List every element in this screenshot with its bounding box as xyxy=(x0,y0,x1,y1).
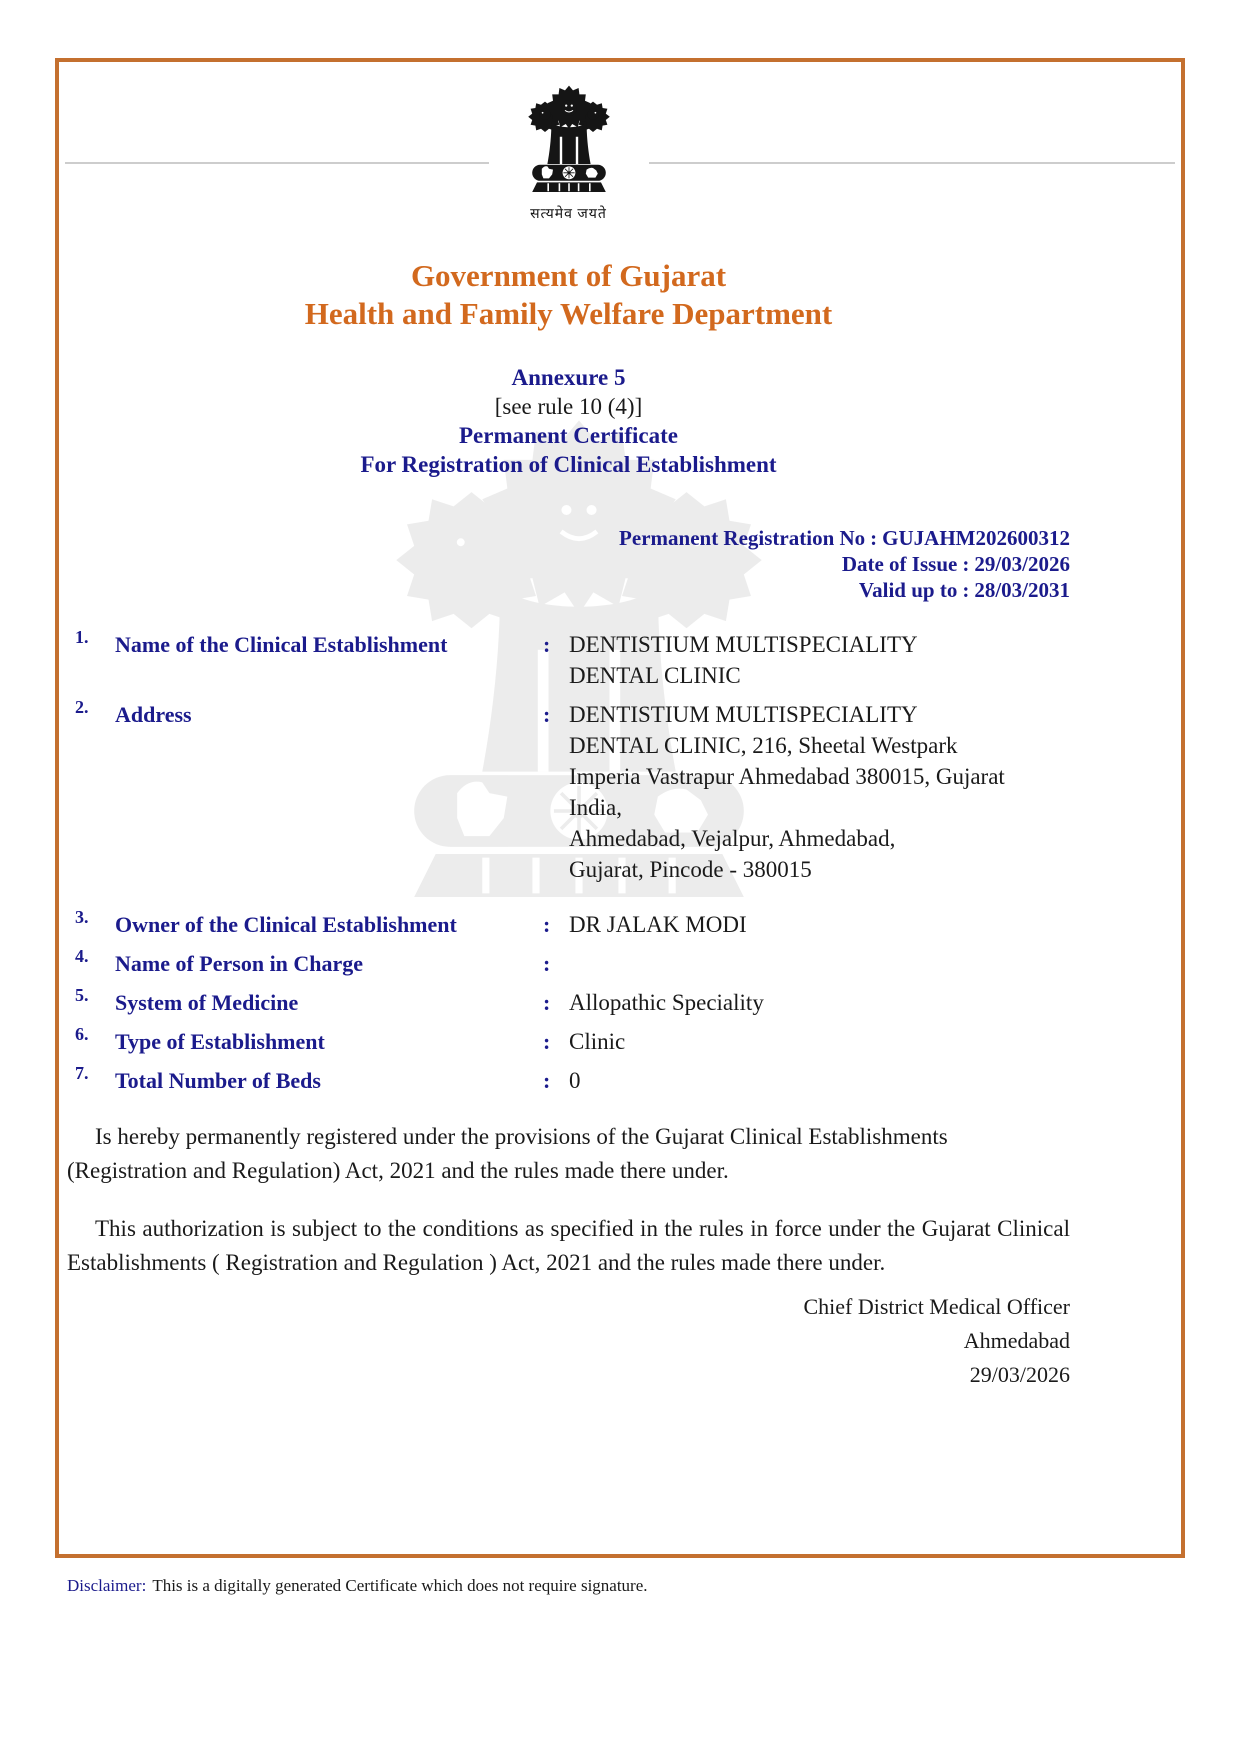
disclaimer xyxy=(67,1576,648,1596)
field-label: System of Medicine xyxy=(115,990,299,1015)
valid-until-label: Valid up to xyxy=(858,578,958,602)
field-list xyxy=(67,629,1070,1096)
field-row-address xyxy=(75,699,1070,885)
rule-reference: [see rule 10 (4)] xyxy=(494,394,643,419)
field-row-owner xyxy=(75,909,1070,940)
government-title: Government of Gujarat xyxy=(410,258,727,293)
field-row-system-of-medicine xyxy=(75,987,1070,1018)
field-number: 7. xyxy=(75,1063,89,1083)
annexure-block xyxy=(67,363,1070,479)
field-label: Owner of the Clinical Establishment xyxy=(115,912,457,937)
field-row-establishment-name xyxy=(75,629,1070,691)
field-value xyxy=(569,699,1070,885)
registration-number-label: Permanent Registration No xyxy=(619,526,866,550)
signature-block xyxy=(67,1290,1070,1392)
field-value-line: Gujarat, Pincode - 380015 xyxy=(569,857,812,882)
field-row-establishment-type xyxy=(75,1026,1070,1057)
issue-date-value: 29/03/2026 xyxy=(974,552,1070,576)
certificate-content xyxy=(67,84,1070,1392)
certificate-subtitle: For Registration of Clinical Establishment xyxy=(360,452,777,477)
field-number: 6. xyxy=(75,1024,89,1044)
colon-separator: : xyxy=(962,578,970,602)
field-colon: : xyxy=(543,1029,551,1054)
field-value-line: Clinic xyxy=(569,1029,626,1054)
field-number: 1. xyxy=(75,627,89,647)
field-value-line: India, xyxy=(569,795,623,820)
field-colon: : xyxy=(543,951,551,976)
field-value-line: DENTISTIUM MULTISPECIALITY xyxy=(569,632,918,657)
field-label: Name of Person in Charge xyxy=(115,951,364,976)
field-value xyxy=(569,1065,1070,1096)
emblem-of-india-icon xyxy=(521,84,617,204)
field-number: 3. xyxy=(75,907,89,927)
valid-until-line xyxy=(67,577,1070,603)
colon-separator: : xyxy=(870,526,878,550)
field-value-line: DENTISTIUM MULTISPECIALITY xyxy=(569,702,918,727)
field-value-line: DENTAL CLINIC, 216, Sheetal Westpark xyxy=(569,733,958,758)
field-number: 2. xyxy=(75,697,89,717)
field-colon: : xyxy=(543,632,551,657)
field-value-line: Allopathic Speciality xyxy=(569,990,764,1015)
field-label: Address xyxy=(115,702,192,727)
registration-number-value: GUJAHM202600312 xyxy=(882,526,1070,550)
registered-paragraph: Is hereby permanently registered under the provisions of the Gujarat Clinical Establishments (Registration and Regulation) Act, 2021 and the rules made there under. xyxy=(67,1124,948,1183)
field-colon: : xyxy=(543,702,551,727)
field-value-line: 0 xyxy=(569,1068,581,1093)
emblem-of-india-logo xyxy=(489,84,649,223)
registration-info xyxy=(67,525,1070,603)
field-number: 5. xyxy=(75,985,89,1005)
authorization-paragraph: This authorization is subject to the conditions as specified in the rules in force under the Gujarat Clinical Establishments ( Registration and Regulation ) Act, 2021 and the rules made there under. xyxy=(67,1216,1070,1275)
signatory-title: Chief District Medical Officer xyxy=(803,1294,1070,1319)
field-row-total-beds xyxy=(75,1065,1070,1096)
department-title: Health and Family Welfare Department xyxy=(304,296,833,331)
signatory-place: Ahmedabad xyxy=(963,1328,1070,1353)
emblem-motto: सत्यमेव जयते xyxy=(530,207,607,222)
issue-date-line xyxy=(67,551,1070,577)
field-value-line: Imperia Vastrapur Ahmedabad 380015, Gujarat xyxy=(569,764,1005,789)
colon-separator: : xyxy=(962,552,970,576)
field-row-person-in-charge xyxy=(75,948,1070,979)
field-value xyxy=(569,629,1070,691)
field-colon: : xyxy=(543,990,551,1015)
field-label: Type of Establishment xyxy=(115,1029,325,1054)
field-value-line: DR JALAK MODI xyxy=(569,912,747,937)
field-value-line: Ahmedabad, Vejalpur, Ahmedabad, xyxy=(569,826,896,851)
field-value xyxy=(569,987,1070,1018)
field-number: 4. xyxy=(75,946,89,966)
field-label: Name of the Clinical Establishment xyxy=(115,632,448,657)
annexure-heading: Annexure 5 xyxy=(511,365,626,390)
valid-until-value: 28/03/2031 xyxy=(974,578,1070,602)
field-value xyxy=(569,909,1070,940)
disclaimer-text: This is a digitally generated Certificate which does not require signature. xyxy=(152,1576,648,1595)
registration-number-line xyxy=(67,525,1070,551)
field-colon: : xyxy=(543,912,551,937)
field-value xyxy=(569,1026,1070,1057)
certificate-title: Permanent Certificate xyxy=(458,423,679,448)
disclaimer-label: Disclaimer: xyxy=(67,1576,147,1595)
field-value-line: DENTAL CLINIC xyxy=(569,663,741,688)
signatory-date: 29/03/2026 xyxy=(969,1362,1070,1387)
certificate-border-frame xyxy=(55,58,1185,1558)
issue-date-label: Date of Issue xyxy=(841,552,958,576)
field-label: Total Number of Beds xyxy=(115,1068,321,1093)
field-colon: : xyxy=(543,1068,551,1093)
